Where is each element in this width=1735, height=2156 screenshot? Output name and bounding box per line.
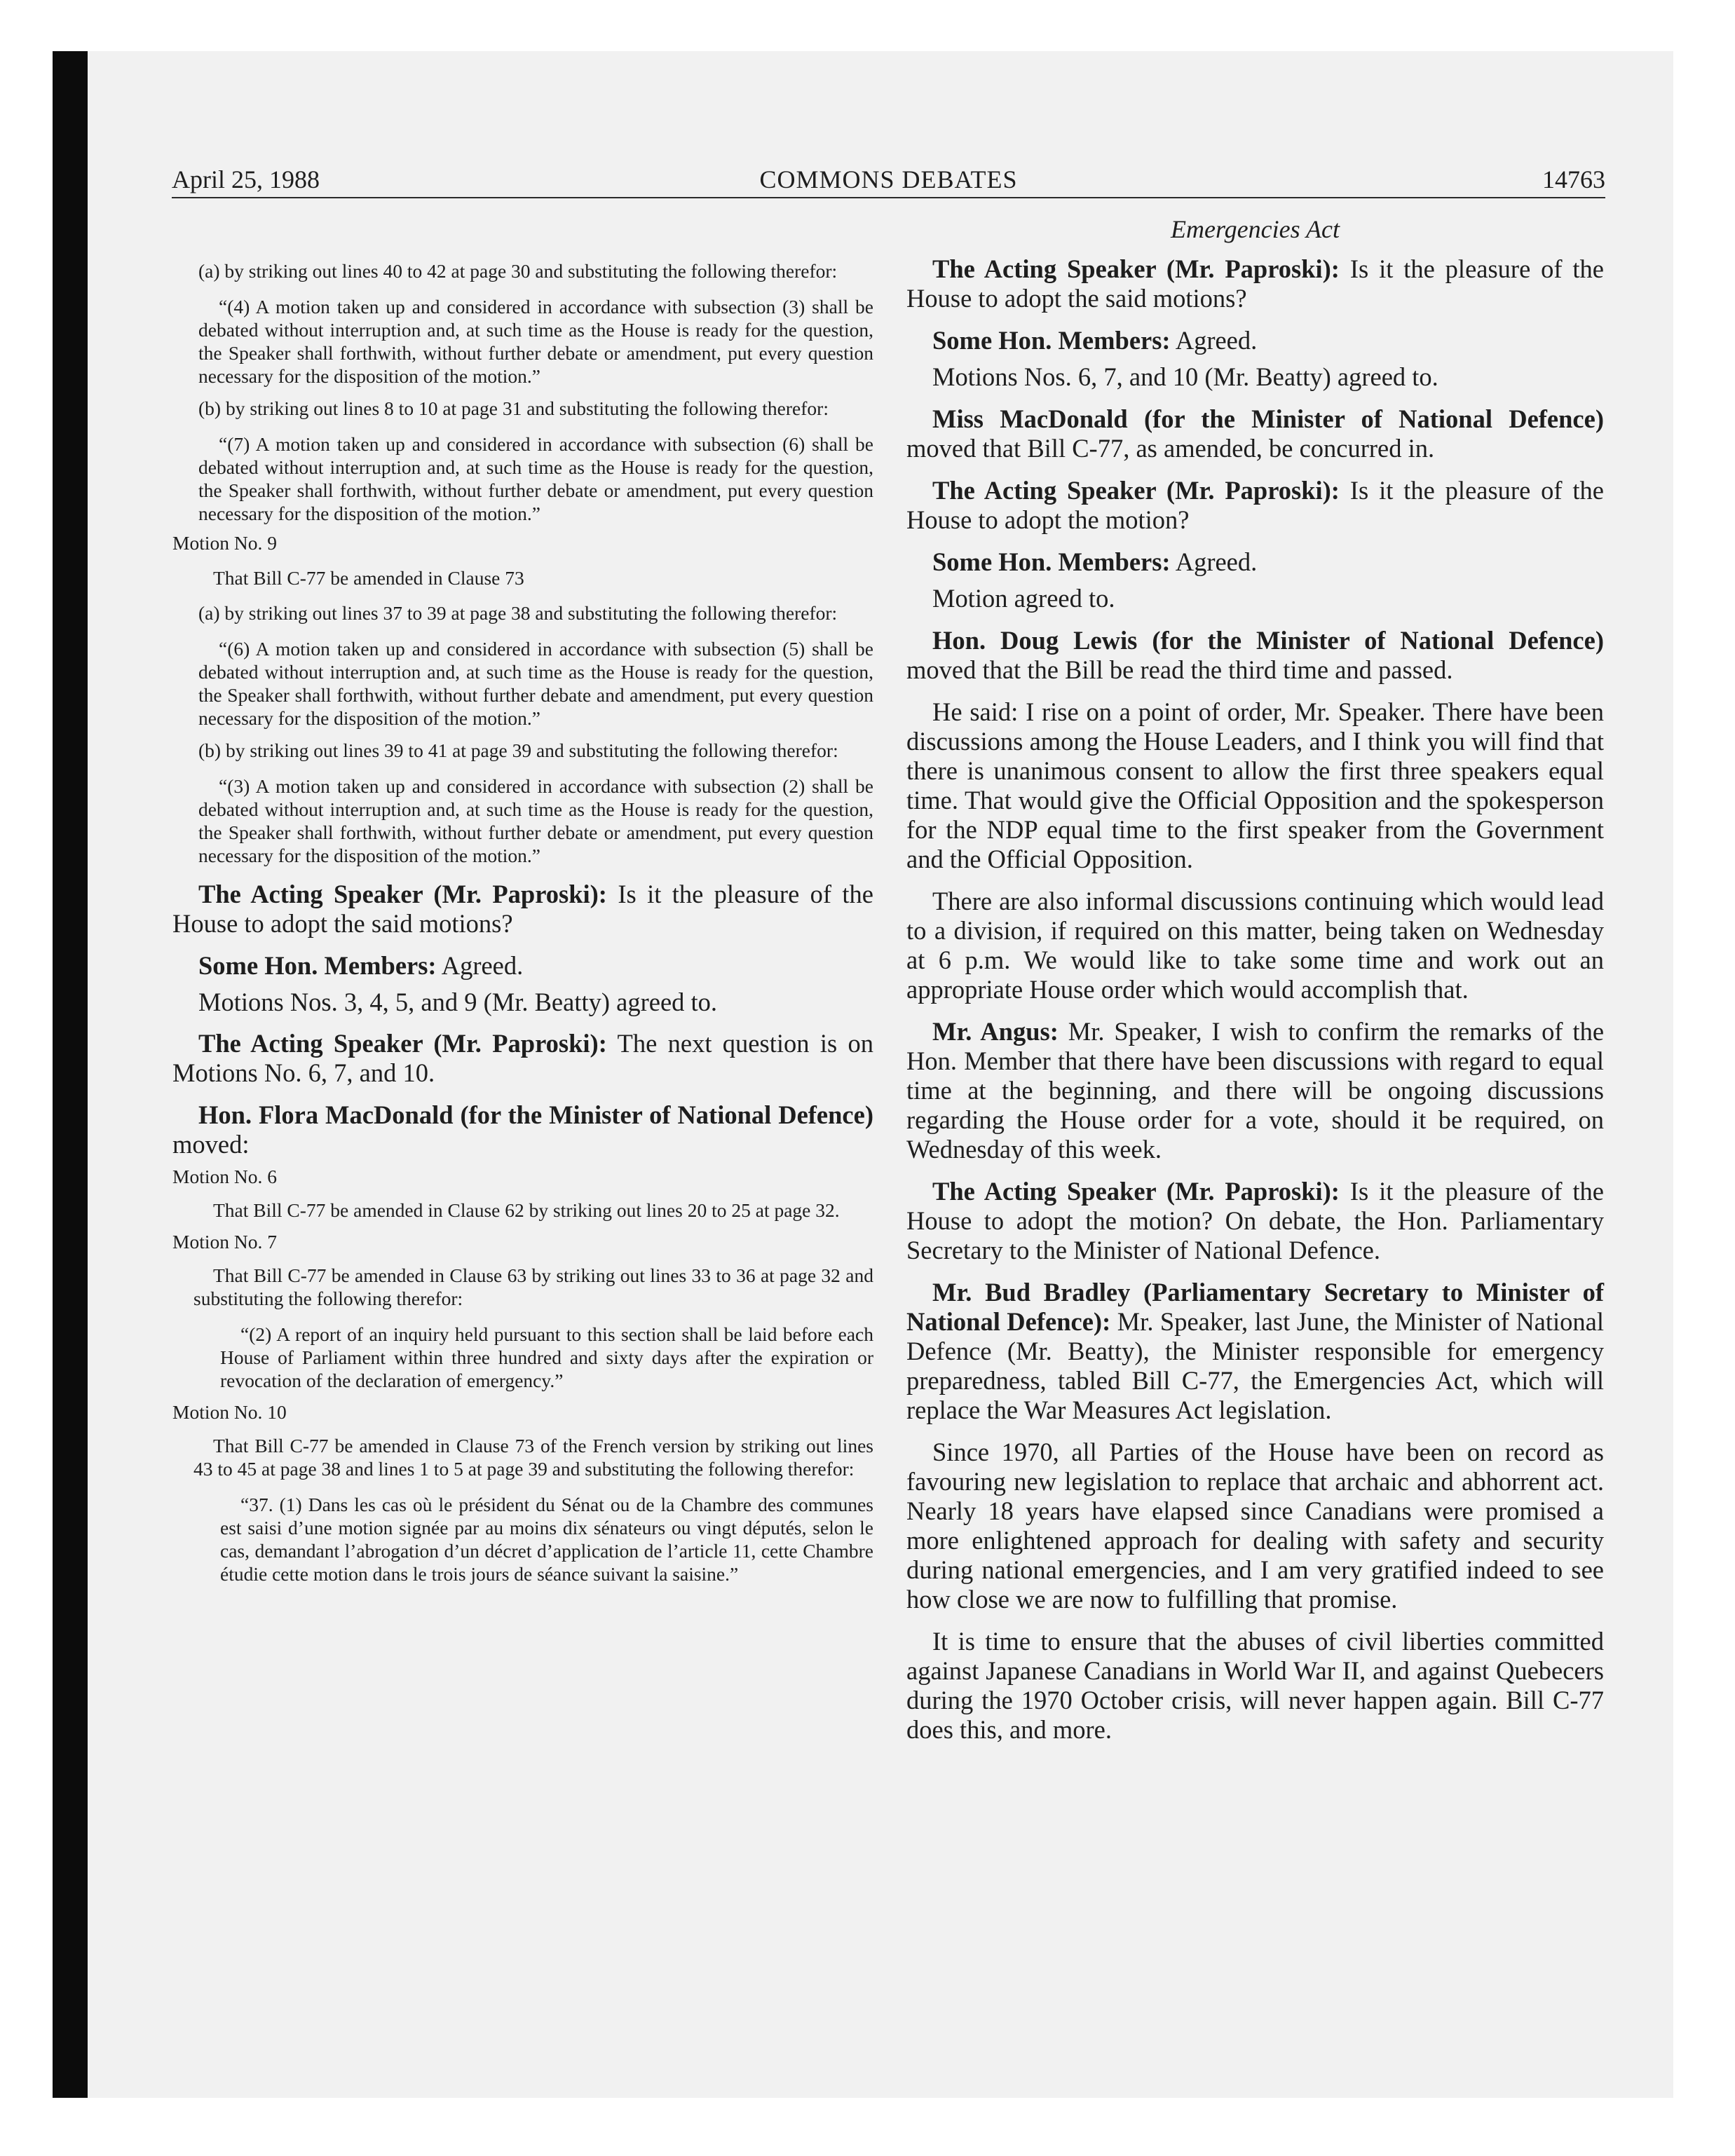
speech-text: Is it the pleasure of the House to adopt the motion? On debate, the Hon. Parliamentary Secretary to the Minister of National Defence. (906, 1177, 1605, 1264)
motion-text: That Bill C-77 be amended in Clause 63 by striking out lines 33 to 36 at page 32 and substituting the following therefor: (193, 1264, 873, 1309)
speech-paragraph: He said: I rise on a point of order, Mr. Speaker. There have been discussions among the House Leaders, and I think you will find that there is unanimous consent to allow the first three speakers equal time. That would give the Official Opposition and the spokesperson for the NDP equal time to the first speaker from the Government and the Official Opposition. (906, 697, 1604, 873)
speech-paragraph (906, 1278, 1604, 1425)
section-title: Emergencies Act (1171, 215, 1340, 243)
left-column (172, 210, 873, 1585)
speech-text: Mr. Speaker, last June, the Minister of National Defence (Mr. Beatty), the Minister responsible for emergency preparedness, tabled Bill C-77, the Emergencies Act, which will replace the War Measures Act legislation. (906, 1307, 1604, 1424)
speech-paragraph (172, 1029, 873, 1088)
speech-paragraph (172, 880, 873, 939)
scan-edge-shadow (53, 51, 88, 2098)
speaker-name: Some Hon. Members: (198, 951, 437, 980)
motion-text: That Bill C-77 be amended in Clause 62 by striking out lines 20 to 25 at page 32. (213, 1199, 840, 1221)
motion-heading: Motion No. 10 (172, 1401, 287, 1423)
speech-text: The next question is on Motions No. 6, 7, and 10. (172, 1029, 874, 1087)
motion-text: That Bill C-77 be amended in Clause 73 (213, 567, 524, 589)
agreed-line: Motions Nos. 3, 4, 5, and 9 (Mr. Beatty) agreed to. (198, 988, 718, 1016)
quoted-subsection: “(4) A motion taken up and considered in accordance with subsection (3) shall be debated without interruption and, at such time as the House is ready for the question, the Speaker shall forthwith, without further debate or amendment, put every question necessary for the disposition of the motion.” (198, 296, 873, 387)
quoted-subsection: “37. (1) Dans les cas où le président du Sénat ou de la Chambre des communes est saisi d’une motion signée par au moins dix sénateurs ou vingt députés, selon le cas, demandant l’abrogation d’un décret d’application de l’article 11, cette Chambre étudie cette motion dans le trois jours de séance suivant la saisine.” (220, 1494, 873, 1585)
right-column (906, 214, 1604, 1745)
speech-paragraph (906, 404, 1604, 463)
speaker-name: The Acting Speaker (Mr. Paproski): (198, 880, 607, 908)
amendment-paragraph: (b) by striking out lines 8 to 10 at page 31 and substituting the following therefor: (198, 397, 829, 419)
speaker-name: Mr. Bud Bradley (Parliamentary Secretary to Minister of National Defence): (906, 1278, 1604, 1336)
speaker-name: Some Hon. Members: (932, 547, 1171, 576)
quoted-subsection: “(7) A motion taken up and considered in accordance with subsection (6) shall be debated without interruption and, at such time as the House is ready for the question, the Speaker shall forthwith, without further debate or amendment, put every question necessary for the disposition of the motion.” (198, 433, 873, 524)
speech-text: Agreed. (1175, 326, 1258, 355)
speech-text: Is it the pleasure of the House to adopt the said motions? (906, 254, 1605, 313)
amendment-paragraph: (b) by striking out lines 39 to 41 at page 39 and substituting the following therefor: (198, 739, 838, 761)
speech-paragraph (906, 626, 1604, 685)
speech-text: Agreed. (1175, 547, 1258, 576)
speaker-name: Hon. Doug Lewis (for the Minister of National Defence) (932, 626, 1604, 655)
speech-text: Mr. Speaker, I wish to confirm the remarks of the Hon. Member that there have been discussions with regard to equal time at the beginning, and there will be ongoing discussions regarding the House order for a vote, should it be required, on Wednesday of this week. (906, 1017, 1605, 1164)
speech-text: Is it the pleasure of the House to adopt the said motions? (172, 880, 874, 938)
speech-paragraph: There are also informal discussions continuing which would lead to a division, if required on this matter, being taken on Wednesday at 6 p.m. We would like to take some time and work out an appropriate House order which would accomplish that. (906, 887, 1604, 1004)
speaker-name: The Acting Speaker (Mr. Paproski): (932, 1177, 1340, 1206)
speech-text: Agreed. (441, 951, 524, 980)
speech-paragraph (172, 951, 873, 981)
speech-text: moved that the Bill be read the third time and passed. (906, 655, 1453, 684)
speech-paragraph (906, 1017, 1604, 1164)
speaker-name: The Acting Speaker (Mr. Paproski): (932, 476, 1340, 505)
agreed-line: Motion agreed to. (932, 584, 1115, 613)
speech-paragraph: Since 1970, all Parties of the House have been on record as favouring new legislation to replace that archaic and abhorrent act. Nearly 18 years have elapsed since Canadians were promised a more enlightened approach for dealing with safety and security during national emergencies, and I am very gratified indeed to see how close we are now to fulfilling that promise. (906, 1438, 1604, 1613)
speech-paragraph (906, 254, 1604, 313)
motion-heading: Motion No. 7 (172, 1231, 277, 1253)
speech-paragraph (906, 1177, 1604, 1265)
speaker-name: Miss MacDonald (for the Minister of National Defence) (932, 404, 1604, 433)
amendment-paragraph: (a) by striking out lines 37 to 39 at page 38 and substituting the following therefor: (198, 602, 838, 624)
speaker-name: Hon. Flora MacDonald (for the Minister of National Defence) (198, 1100, 873, 1129)
speech-text: moved that Bill C-77, as amended, be concurred in. (906, 434, 1435, 463)
speech-paragraph (906, 476, 1604, 535)
quoted-subsection: “(3) A motion taken up and considered in accordance with subsection (2) shall be debated without interruption and, at such time as the House is ready for the question, the Speaker shall forthwith, without further debate or amendment, put every question necessary for the disposition of the motion.” (198, 775, 873, 866)
header-page-number: 14763 (1542, 165, 1605, 193)
speech-paragraph (906, 547, 1604, 577)
quoted-subsection: “(6) A motion taken up and considered in accordance with subsection (5) shall be debated without interruption and, at such time as the House is ready for the question, the Speaker shall forthwith, without further debate and amendment, put every question necessary for the disposition of the motion.” (198, 638, 873, 729)
speech-text: Is it the pleasure of the House to adopt the motion? (906, 476, 1605, 534)
speech-paragraph (172, 1100, 873, 1159)
motion-heading: Motion No. 6 (172, 1166, 277, 1187)
motion-text: That Bill C-77 be amended in Clause 73 of the French version by striking out lines 43 to 45 at page 38 and lines 1 to 5 at page 39 and substituting the following therefor: (193, 1435, 873, 1480)
speech-paragraph (906, 326, 1604, 355)
header-rule (172, 197, 1605, 198)
speaker-name: The Acting Speaker (Mr. Paproski): (198, 1029, 607, 1058)
speech-paragraph: It is time to ensure that the abuses of civil liberties committed against Japanese Canadians in World War II, and against Quebecers during the 1970 October crisis, will never happen again. Bill C-77 does this, and more. (906, 1627, 1604, 1744)
speech-text: moved: (172, 1130, 250, 1159)
amendment-paragraph: (a) by striking out lines 40 to 42 at page 30 and substituting the following therefor: (198, 260, 838, 282)
header-title: COMMONS DEBATES (759, 165, 1018, 193)
speaker-name: Some Hon. Members: (932, 326, 1171, 355)
header-date: April 25, 1988 (172, 165, 320, 193)
agreed-line: Motions Nos. 6, 7, and 10 (Mr. Beatty) agreed to. (932, 362, 1438, 391)
quoted-subsection: “(2) A report of an inquiry held pursuant to this section shall be laid before each House of Parliament within three hundred and sixty days after the expiration or revocation of the declaration of emergency.” (220, 1323, 873, 1391)
speaker-name: Mr. Angus: (932, 1017, 1059, 1046)
page-header (172, 163, 1605, 198)
motion-heading: Motion No. 9 (172, 532, 277, 554)
speaker-name: The Acting Speaker (Mr. Paproski): (932, 254, 1340, 283)
